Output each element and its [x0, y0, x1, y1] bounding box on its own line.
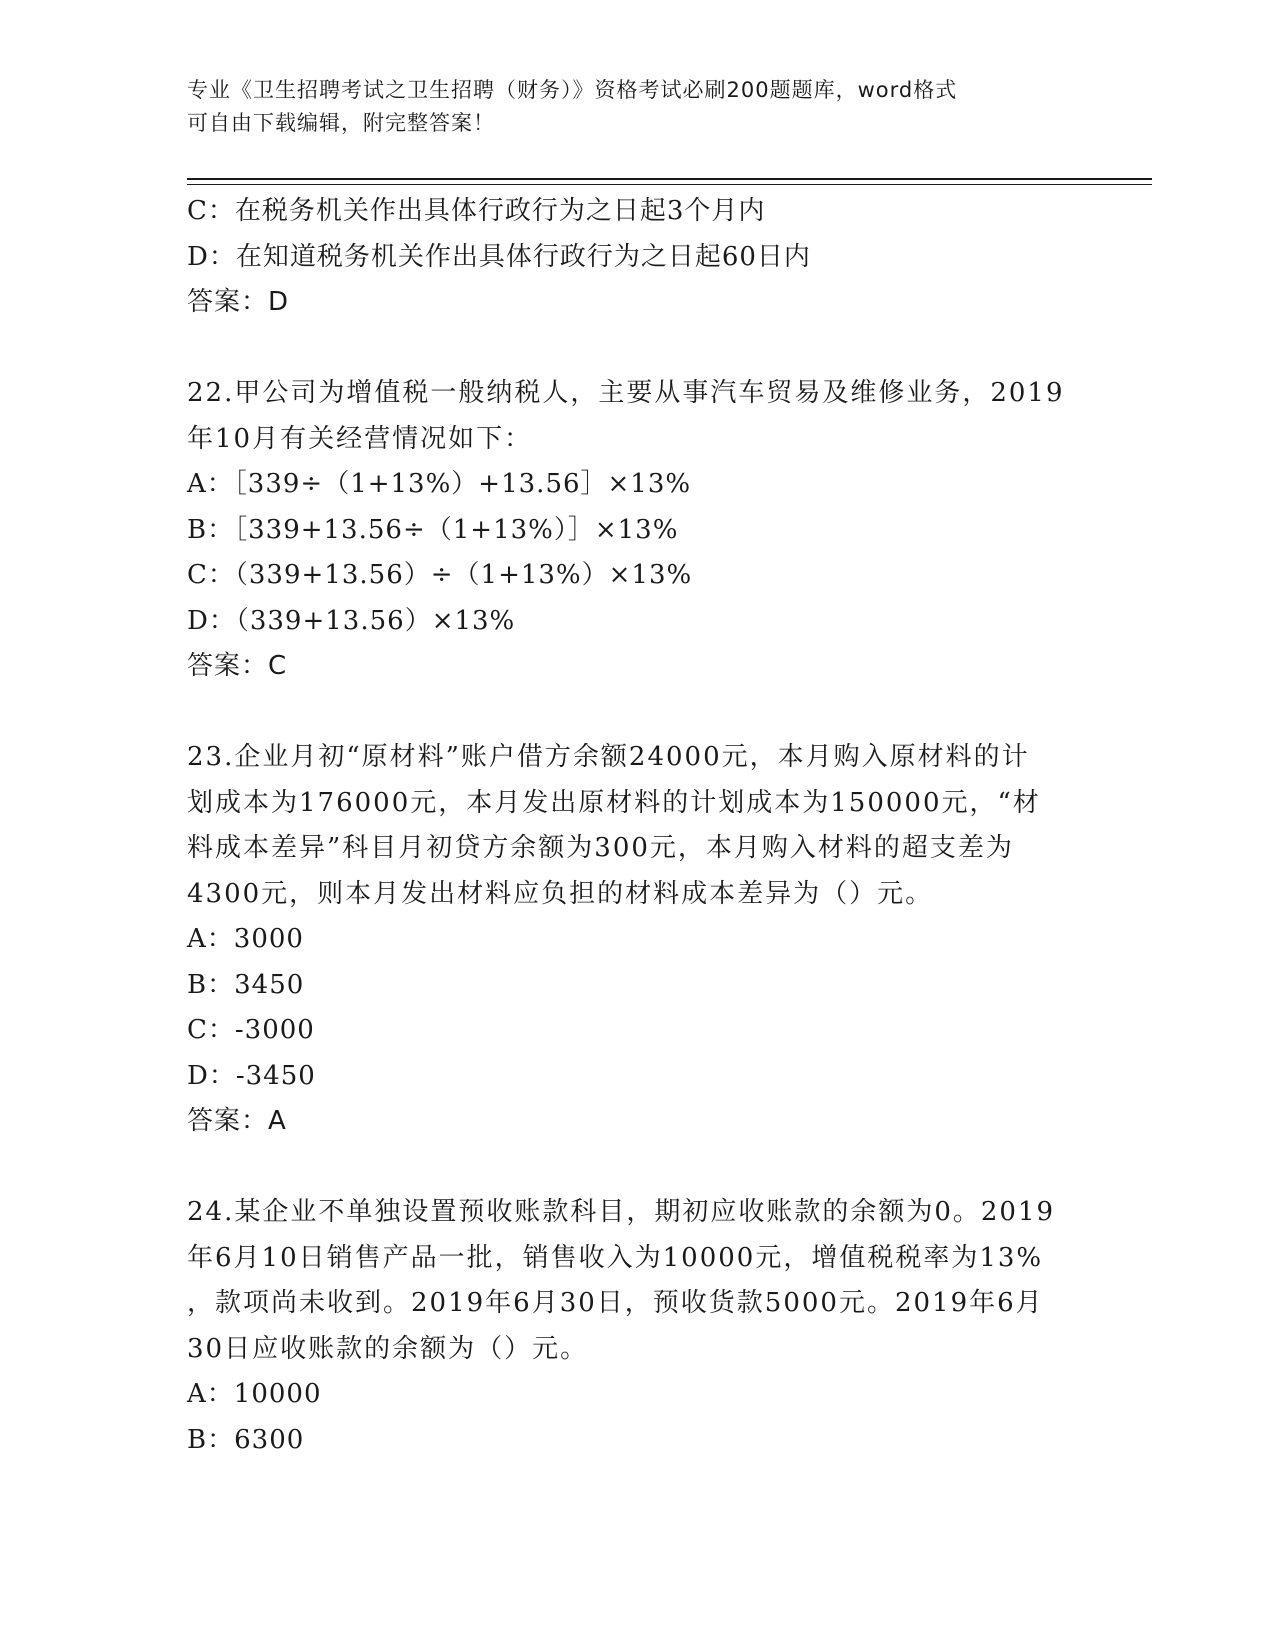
header-line-1: 专业《卫生招聘考试之卫生招聘（财务）》资格考试必刷200题题库，word格式: [187, 78, 958, 102]
q22-option-b: B：［339+13.56÷（1+13%）］×13%: [187, 514, 679, 545]
q23-stem-line-1: 23.企业月初“原材料”账户借方余额24000元，本月购入原材料的计: [187, 742, 1030, 772]
q22-stem-line-2: 年10月有关经营情况如下：: [187, 423, 533, 454]
q23-option-a: A：3000: [187, 924, 304, 954]
q24-stem-line-1: 24.某企业不单独设置预收账款科目，期初应收账款的余额为0。2019: [187, 1197, 1056, 1227]
q24-stem-line-3: ，款项尚未收到。2019年6月30日，预收货款5000元。2019年6月: [187, 1288, 1044, 1318]
question-21: [187, 189, 1087, 326]
q23-answer: 答案：A: [187, 1106, 287, 1136]
q23-option-b: B：3450: [187, 969, 305, 1000]
header-line-2: 可自由下载编辑，附完整答案！: [187, 111, 495, 135]
q23-stem-line-2: 划成本为176000元，本月发出原材料的计划成本为150000元，“材: [187, 787, 1041, 818]
q24-stem-line-2: 年6月10日销售产品一批，销售收入为10000元，增值税税率为13%: [187, 1242, 1044, 1273]
question-list: [187, 189, 1087, 1463]
question-24: [187, 1190, 1087, 1463]
q21-answer: 答案：D: [187, 287, 290, 317]
q21-option-c: C：在税务机关作出具体行政行为之日起3个月内: [187, 196, 766, 226]
q23-option-c: C：-3000: [187, 1015, 315, 1045]
q23-stem-line-4: 4300元，则本月发出材料应负担的材料成本差异为（）元。: [187, 878, 934, 909]
question-22: [187, 371, 1087, 690]
q24-option-a: A：10000: [187, 1379, 322, 1409]
q24-stem-line-4: 30日应收账款的余额为（）元。: [187, 1333, 589, 1364]
header-divider-thin: [187, 184, 1152, 185]
question-23: [187, 735, 1087, 1145]
q21-option-d: D：在知道税务机关作出具体行政行为之日起60日内: [187, 241, 811, 272]
q22-option-c: C：（339+13.56）÷（1+13%）×13%: [187, 560, 693, 590]
q23-stem-line-3: 料成本差异”科目月初贷方余额为300元，本月购入材料的超支差为: [187, 833, 1014, 863]
question-spacer: [187, 1145, 1087, 1191]
q24-option-b: B：6300: [187, 1424, 305, 1455]
q22-option-a: A：［339÷（1+13%）+13.56］×13%: [187, 469, 692, 499]
q22-stem-line-1: 22.甲公司为增值税一般纳税人，主要从事汽车贸易及维修业务，2019: [187, 378, 1065, 408]
q22-option-d: D：（339+13.56）×13%: [187, 605, 516, 636]
header-divider-thick: [187, 178, 1152, 180]
q23-option-d: D：-3450: [187, 1060, 316, 1091]
document-header: [187, 74, 1067, 140]
question-spacer: [187, 690, 1087, 736]
question-spacer: [187, 326, 1087, 372]
q22-answer: 答案：C: [187, 651, 288, 681]
